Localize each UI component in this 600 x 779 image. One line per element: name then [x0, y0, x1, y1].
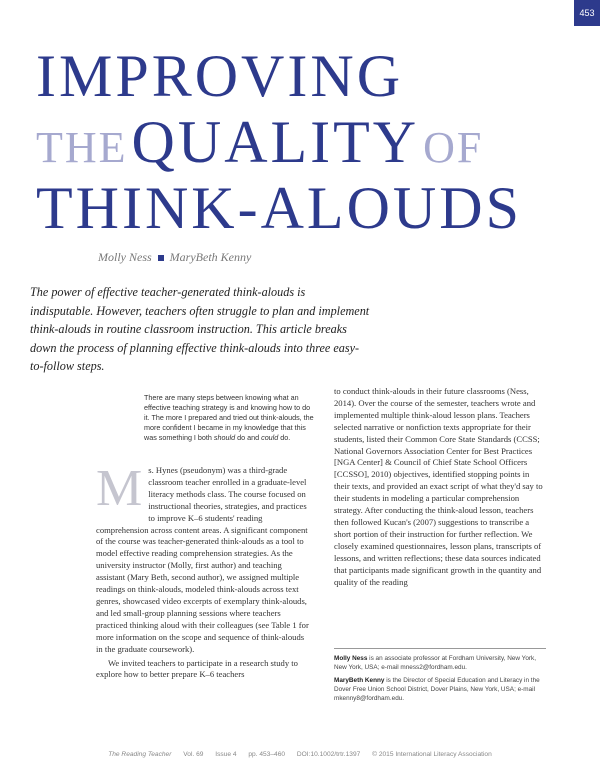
- body-column-1: [96, 460, 310, 681]
- bio-1-text: is an associate professor at Fordham University, New York, New York, USA; e-mail mness2@fordham.edu.: [334, 655, 536, 671]
- bio-1-name: Molly Ness: [334, 655, 368, 662]
- footer-volume: Vol. 69: [183, 751, 204, 758]
- page-footer: [0, 751, 600, 758]
- bio-divider: [334, 648, 546, 649]
- footer-journal: The Reading Teacher: [108, 751, 172, 758]
- pull-quote-part-1: There are many steps between knowing what an effective teaching strategy is and knowing how to do it. The more I prepared and tried out think-alouds, the more confident I became in my knowledge that this was something I both: [144, 393, 314, 442]
- body-paragraph-2: We invited teachers to participate in a research study to explore how to better prepare K–6 teachers: [96, 657, 298, 680]
- bio-2-name: MaryBeth Kenny: [334, 676, 385, 684]
- title-the: THE: [36, 123, 128, 172]
- bio-2-text: is the Director of Special Education and Literacy in the Dover Free Union School District, Dover Plains, New York, USA; e-mail mkenny8@fordham.edu.: [334, 676, 540, 702]
- pull-quote-part-2: do and: [235, 433, 262, 442]
- title-line-3: THINK-ALOUDS: [36, 175, 522, 241]
- separator-square-icon: [158, 255, 164, 261]
- pull-quote-emphasis-could: could: [261, 433, 279, 442]
- bio-1: [334, 655, 546, 673]
- author-1: Molly Ness: [98, 250, 152, 264]
- body-column-2: [334, 386, 546, 588]
- body-paragraph-1: s. Hynes (pseudonym) was a third-grade classroom teacher enrolled in a graduate-level literacy methods class. The course focused on instructional theories, strategies, and practices to improve K–6 students' reading comprehension across content areas. A significant component of the course was teacher-generated think-alouds as a tool to model effective reading comprehension strategies. As the university instructor (Molly, first author) and teaching assistant (Mary Beth, second author), we assigned multiple readings on think-alouds, modeled think-alouds across text genres, showcased video excerpts of exemplary think-alouds, and led small-group planning sessions where teachers practiced thinking aloud with their colleagues (see Table 1 for more information on the scope and sequence of think-alouds in the graduate coursework).: [96, 465, 309, 654]
- pull-quote-emphasis-should: should: [213, 433, 236, 442]
- footer-doi: DOI:10.1002/trtr.1397: [296, 751, 361, 758]
- title-line-2: [36, 109, 576, 175]
- author-bios: [334, 655, 546, 708]
- article-title: [36, 43, 576, 241]
- footer-pages: pp. 453–460: [248, 751, 286, 758]
- drop-cap: M: [96, 460, 143, 517]
- pull-quote: [144, 393, 316, 443]
- title-line-1: IMPROVING: [36, 43, 404, 109]
- bio-2: [334, 677, 546, 704]
- title-of: OF: [423, 123, 484, 172]
- author-2: MaryBeth Kenny: [169, 250, 252, 264]
- footer-issue: Issue 4: [215, 751, 237, 758]
- abstract: The power of effective teacher-generated think-alouds is indisputable. However, teachers often struggle to plan and implement think-alouds in routine classroom instruction. This article breaks down the process of planning effective think-alouds into three easy-to-follow steps.: [30, 285, 370, 374]
- footer-copyright: © 2015 International Literacy Association: [372, 751, 492, 758]
- body-column-2-text: to conduct think-alouds in their future classrooms (Ness, 2014). Over the course of the semester, teachers wrote and implemented multiple think-aloud lesson plans. Teachers selected narrative or nonfiction texts appropriate for their students, listed their Common Core State Standards (CCSS; National Governors Association Center for Best Practices [NGA Center] & Council of Chief State School Officers [CCSSO], 2010) objectives, identified stopping points in their texts, and provided an exact script of what they'd say to their students in modeling a particular comprehension strategy. After conducting the think-aloud lesson, teachers then followed Kucan's (2007) suggestions to transcribe a short portion of their instruction for further reflection. We closely examined questionnaires, lesson plans, transcripts of lessons, and written reflections; these data sources indicated that participants made significant growth in the quantity and quality of the reading: [334, 386, 543, 587]
- author-byline: [98, 250, 251, 265]
- title-quality: QUALITY: [131, 109, 420, 175]
- pull-quote-part-3: do.: [278, 433, 291, 442]
- page-number-badge: 453: [574, 0, 600, 26]
